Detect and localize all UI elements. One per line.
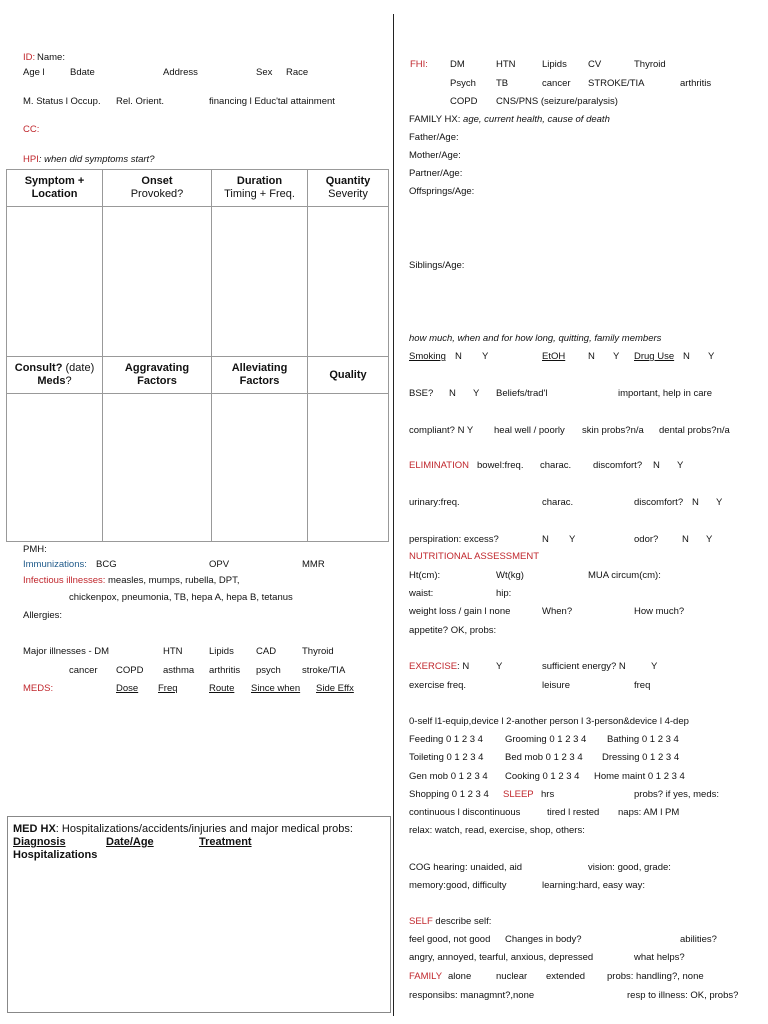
- major-illness-arthritis: arthritis: [209, 665, 241, 676]
- bowel-charac-field: charac.: [540, 460, 572, 471]
- urinary-discomfort-field: discomfort?: [634, 497, 684, 508]
- bowel-freq-field: bowel:freq.: [477, 460, 524, 471]
- sleep-probs-field: probs? if yes, meds:: [634, 789, 720, 800]
- alleviating-header: Alleviating Factors: [212, 357, 308, 394]
- mua-field: MUA circum(cm):: [588, 570, 661, 581]
- beliefs-field: Beliefs/trad'l: [496, 388, 548, 399]
- fhi-thyroid: Thyroid: [634, 59, 666, 70]
- infectious-list-2: chickenpox, pneumonia, TB, hepa A, hepa B, tetanus: [69, 592, 293, 603]
- cog-hearing-field: COG hearing: unaided, aid: [409, 862, 523, 873]
- med-hx-hospitalizations: Hospitalizations: [13, 849, 98, 861]
- meds-sideeffx-col: Side Effx: [316, 683, 354, 694]
- urinary-freq-field: urinary:freq.: [409, 497, 460, 508]
- weight-when-field: When?: [542, 606, 573, 617]
- meds-freq-col: Freq: [158, 683, 178, 694]
- smoking-n[interactable]: N: [455, 351, 462, 362]
- adl-feeding: Feeding 0 1 2 3 4: [409, 734, 483, 745]
- id-label: ID:: [23, 52, 36, 63]
- body-changes-field: Changes in body?: [505, 934, 582, 945]
- med-hx-box: [7, 816, 391, 1013]
- drug-use-label: Drug Use: [634, 351, 675, 362]
- major-illness-lipids: Lipids: [209, 646, 234, 657]
- duration-cell[interactable]: [212, 207, 308, 357]
- major-illness-dm: Major illnesses - DM: [23, 646, 110, 657]
- height-field: Ht(cm):: [409, 570, 441, 581]
- onset-header: Onset Provoked?: [103, 170, 212, 207]
- waist-field: waist:: [409, 588, 434, 599]
- column-divider: [393, 14, 394, 1016]
- perspiration-n[interactable]: N: [542, 534, 549, 545]
- hpi-prompt: : when did symptoms start?: [38, 154, 155, 165]
- fhi-cancer: cancer: [542, 78, 571, 89]
- symptom-header: Symptom + Location: [7, 170, 103, 207]
- family-hx-label: FAMILY HX:: [409, 114, 461, 125]
- major-illness-asthma: asthma: [163, 665, 195, 676]
- odor-n[interactable]: N: [682, 534, 689, 545]
- habits-prompt: how much, when and for how long, quitting, family members: [409, 333, 662, 344]
- urinary-discomfort-n[interactable]: N: [692, 497, 699, 508]
- fhi-cv: CV: [588, 59, 602, 70]
- weight-field: Wt(kg): [496, 570, 524, 581]
- urinary-discomfort-y[interactable]: Y: [716, 497, 723, 508]
- appetite-field: appetite? OK, probs:: [409, 625, 497, 636]
- fhi-cns: CNS/PNS (seizure/paralysis): [496, 96, 618, 107]
- consult-cell[interactable]: [7, 394, 103, 542]
- adl-cooking: Cooking 0 1 2 3 4: [505, 771, 580, 782]
- aggravating-header: Aggravating Factors: [103, 357, 212, 394]
- heal-field: heal well / poorly: [494, 425, 565, 436]
- family-label: FAMILY: [409, 971, 443, 982]
- quantity-cell[interactable]: [308, 207, 389, 357]
- family-nuclear: nuclear: [496, 971, 528, 982]
- pmh-label: PMH:: [23, 544, 47, 555]
- etoh-label: EtOH: [542, 351, 566, 362]
- sleep-tired-field: tired l rested: [547, 807, 600, 818]
- fhi-stroke: STROKE/TIA: [588, 78, 645, 89]
- offsprings-age-field: Offsprings/Age:: [409, 186, 475, 197]
- adl-toileting: Toileting 0 1 2 3 4: [409, 752, 484, 763]
- infectious-list-1: measles, mumps, rubella, DPT,: [108, 575, 240, 586]
- nutritional-label: NUTRITIONAL ASSESSMENT: [409, 551, 540, 562]
- etoh-n[interactable]: N: [588, 351, 595, 362]
- adl-grooming: Grooming 0 1 2 3 4: [505, 734, 587, 745]
- cc-label: CC:: [23, 124, 40, 135]
- adl-bathing: Bathing 0 1 2 3 4: [607, 734, 679, 745]
- smoking-y[interactable]: Y: [482, 351, 489, 362]
- quantity-header: Quantity Severity: [308, 170, 389, 207]
- onset-cell[interactable]: [103, 207, 212, 357]
- med-hx-title: [13, 824, 353, 835]
- med-hx-treatment-col: Treatment: [199, 836, 252, 848]
- sleep-hrs-field: hrs: [541, 789, 555, 800]
- med-hx-text: : Hospitalizations/accidents/injuries and major medical probs:: [55, 823, 353, 835]
- fhi-arthritis: arthritis: [680, 78, 712, 89]
- important-field: important, help in care: [618, 388, 712, 399]
- fhi-tb: TB: [496, 78, 509, 89]
- father-age-field: Father/Age:: [409, 132, 459, 143]
- exercise-y[interactable]: Y: [496, 661, 503, 672]
- meds-route-col: Route: [209, 683, 235, 694]
- relax-field: relax: watch, read, exercise, shop, others:: [409, 825, 585, 836]
- drug-use-n[interactable]: N: [683, 351, 690, 362]
- dental-probs-field: dental probs?n/a: [659, 425, 730, 436]
- compliant-field: compliant? N Y: [409, 425, 474, 436]
- leisure-field: leisure: [542, 680, 570, 691]
- sleep-continuity-field: continuous l discontinuous: [409, 807, 521, 818]
- weight-how-much-field: How much?: [634, 606, 685, 617]
- major-illness-cancer: cancer: [69, 665, 98, 676]
- financing-field: financing l Educ'tal attainment: [209, 96, 335, 107]
- address-field: Address: [163, 67, 198, 78]
- marital-status-field: M. Status l Occup.: [23, 96, 101, 107]
- infectious-line: [23, 576, 239, 586]
- bcg-option: BCG: [96, 559, 117, 570]
- adl-scale-legend: 0-self l1-equip,device l 2-another person l 3-person&device l 4-dep: [409, 716, 689, 727]
- infectious-label: Infectious illnesses:: [23, 575, 106, 586]
- adl-home-maint: Home maint 0 1 2 3 4: [594, 771, 685, 782]
- responsibs-field: responsibs: managmnt?,none: [409, 990, 535, 1001]
- bse-y[interactable]: Y: [473, 388, 480, 399]
- weight-loss-field: weight loss / gain l none: [409, 606, 511, 617]
- mmr-option: MMR: [302, 559, 325, 570]
- rel-orient-field: Rel. Orient.: [116, 96, 165, 107]
- exercise-n[interactable]: : N: [457, 661, 470, 672]
- bowel-discomfort-field: discomfort?: [593, 460, 643, 471]
- name-label: Name:: [37, 52, 65, 63]
- feel-field: feel good, not good: [409, 934, 491, 945]
- meds-since-col: Since when: [251, 683, 301, 694]
- hpi-label: HPI: [23, 154, 39, 165]
- adl-dressing: Dressing 0 1 2 3 4: [602, 752, 680, 763]
- sleep-naps-field: naps: AM l PM: [618, 807, 680, 818]
- fhi-copd: COPD: [450, 96, 478, 107]
- age-field: Age l: [23, 67, 45, 78]
- fhi-dm: DM: [450, 59, 465, 70]
- med-hx-label: MED HX: [13, 823, 56, 835]
- sufficient-energy-field: sufficient energy? N: [542, 661, 626, 672]
- major-illness-psych: psych: [256, 665, 281, 676]
- odor-field: odor?: [634, 534, 659, 545]
- elimination-label: ELIMINATION: [409, 460, 469, 471]
- perspiration-y[interactable]: Y: [569, 534, 576, 545]
- major-illness-copd: COPD: [116, 665, 144, 676]
- family-probs-field: probs: handling?, none: [607, 971, 704, 982]
- etoh-y[interactable]: Y: [613, 351, 620, 362]
- leisure-freq-field: freq: [634, 680, 651, 691]
- aggravating-cell[interactable]: [103, 394, 212, 542]
- self-prompt: describe self:: [432, 916, 492, 927]
- sleep-label: SLEEP: [503, 789, 534, 800]
- family-hx-prompt: age, current health, cause of death: [460, 114, 610, 125]
- adl-gen-mob: Gen mob 0 1 2 3 4: [409, 771, 488, 782]
- family-hx-line: [409, 115, 610, 125]
- siblings-age-field: Siblings/Age:: [409, 260, 465, 271]
- med-hx-diagnosis-col: Diagnosis: [13, 836, 66, 848]
- duration-header: Duration Timing + Freq.: [212, 170, 308, 207]
- immunizations-label: Immunizations:: [23, 559, 87, 570]
- learning-field: learning:hard, easy way:: [542, 880, 645, 891]
- emotions-field: angry, annoyed, tearful, anxious, depressed: [409, 952, 594, 963]
- fhi-lipids: Lipids: [542, 59, 567, 70]
- fhi-label: FHI:: [410, 59, 428, 70]
- family-extended: extended: [546, 971, 586, 982]
- exercise-line: [409, 662, 469, 672]
- mother-age-field: Mother/Age:: [409, 150, 461, 161]
- bowel-discomfort-n[interactable]: N: [653, 460, 660, 471]
- quality-header: Quality: [308, 357, 389, 394]
- race-field: Race: [286, 67, 309, 78]
- med-hx-date-col: Date/Age: [106, 836, 154, 848]
- exercise-freq-field: exercise freq.: [409, 680, 467, 691]
- hpi-line: [23, 155, 154, 165]
- fhi-psych: Psych: [450, 78, 476, 89]
- what-helps-field: what helps?: [634, 952, 685, 963]
- partner-age-field: Partner/Age:: [409, 168, 463, 179]
- fhi-htn: HTN: [496, 59, 516, 70]
- drug-use-y[interactable]: Y: [708, 351, 715, 362]
- perspiration-field: perspiration: excess?: [409, 534, 499, 545]
- resp-illness-field: resp to illness: OK, probs?: [627, 990, 739, 1001]
- symptom-cell[interactable]: [7, 207, 103, 357]
- quality-cell[interactable]: [308, 394, 389, 542]
- bse-n[interactable]: N: [449, 388, 456, 399]
- major-illness-stroke: stroke/TIA: [302, 665, 346, 676]
- skin-probs-field: skin probs?n/a: [582, 425, 644, 436]
- bdate-field: Bdate: [70, 67, 95, 78]
- family-alone: alone: [448, 971, 472, 982]
- major-illness-cad: CAD: [256, 646, 277, 657]
- vision-field: vision: good, grade:: [588, 862, 671, 873]
- sex-field: Sex: [256, 67, 273, 78]
- major-illness-thyroid: Thyroid: [302, 646, 334, 657]
- alleviating-cell[interactable]: [212, 394, 308, 542]
- odor-y[interactable]: Y: [706, 534, 713, 545]
- bowel-discomfort-y[interactable]: Y: [677, 460, 684, 471]
- opv-option: OPV: [209, 559, 230, 570]
- meds-dose-col: Dose: [116, 683, 139, 694]
- bse-label: BSE?: [409, 388, 434, 399]
- hip-field: hip:: [496, 588, 512, 599]
- sufficient-energy-y[interactable]: Y: [651, 661, 658, 672]
- adl-bed-mob: Bed mob 0 1 2 3 4: [505, 752, 583, 763]
- exercise-label: EXERCISE: [409, 661, 458, 672]
- urinary-charac-field: charac.: [542, 497, 574, 508]
- hpi-table: [6, 169, 389, 542]
- allergies-label: Allergies:: [23, 610, 63, 621]
- abilities-field: abilities?: [680, 934, 717, 945]
- meds-label: MEDS:: [23, 683, 54, 694]
- consult-header: Consult? (date) Meds?: [7, 357, 103, 394]
- memory-field: memory:good, difficulty: [409, 880, 507, 891]
- smoking-label: Smoking: [409, 351, 446, 362]
- adl-shopping: Shopping 0 1 2 3 4: [409, 789, 489, 800]
- major-illness-htn: HTN: [163, 646, 183, 657]
- self-line: [409, 917, 491, 927]
- self-label: SELF: [409, 916, 433, 927]
